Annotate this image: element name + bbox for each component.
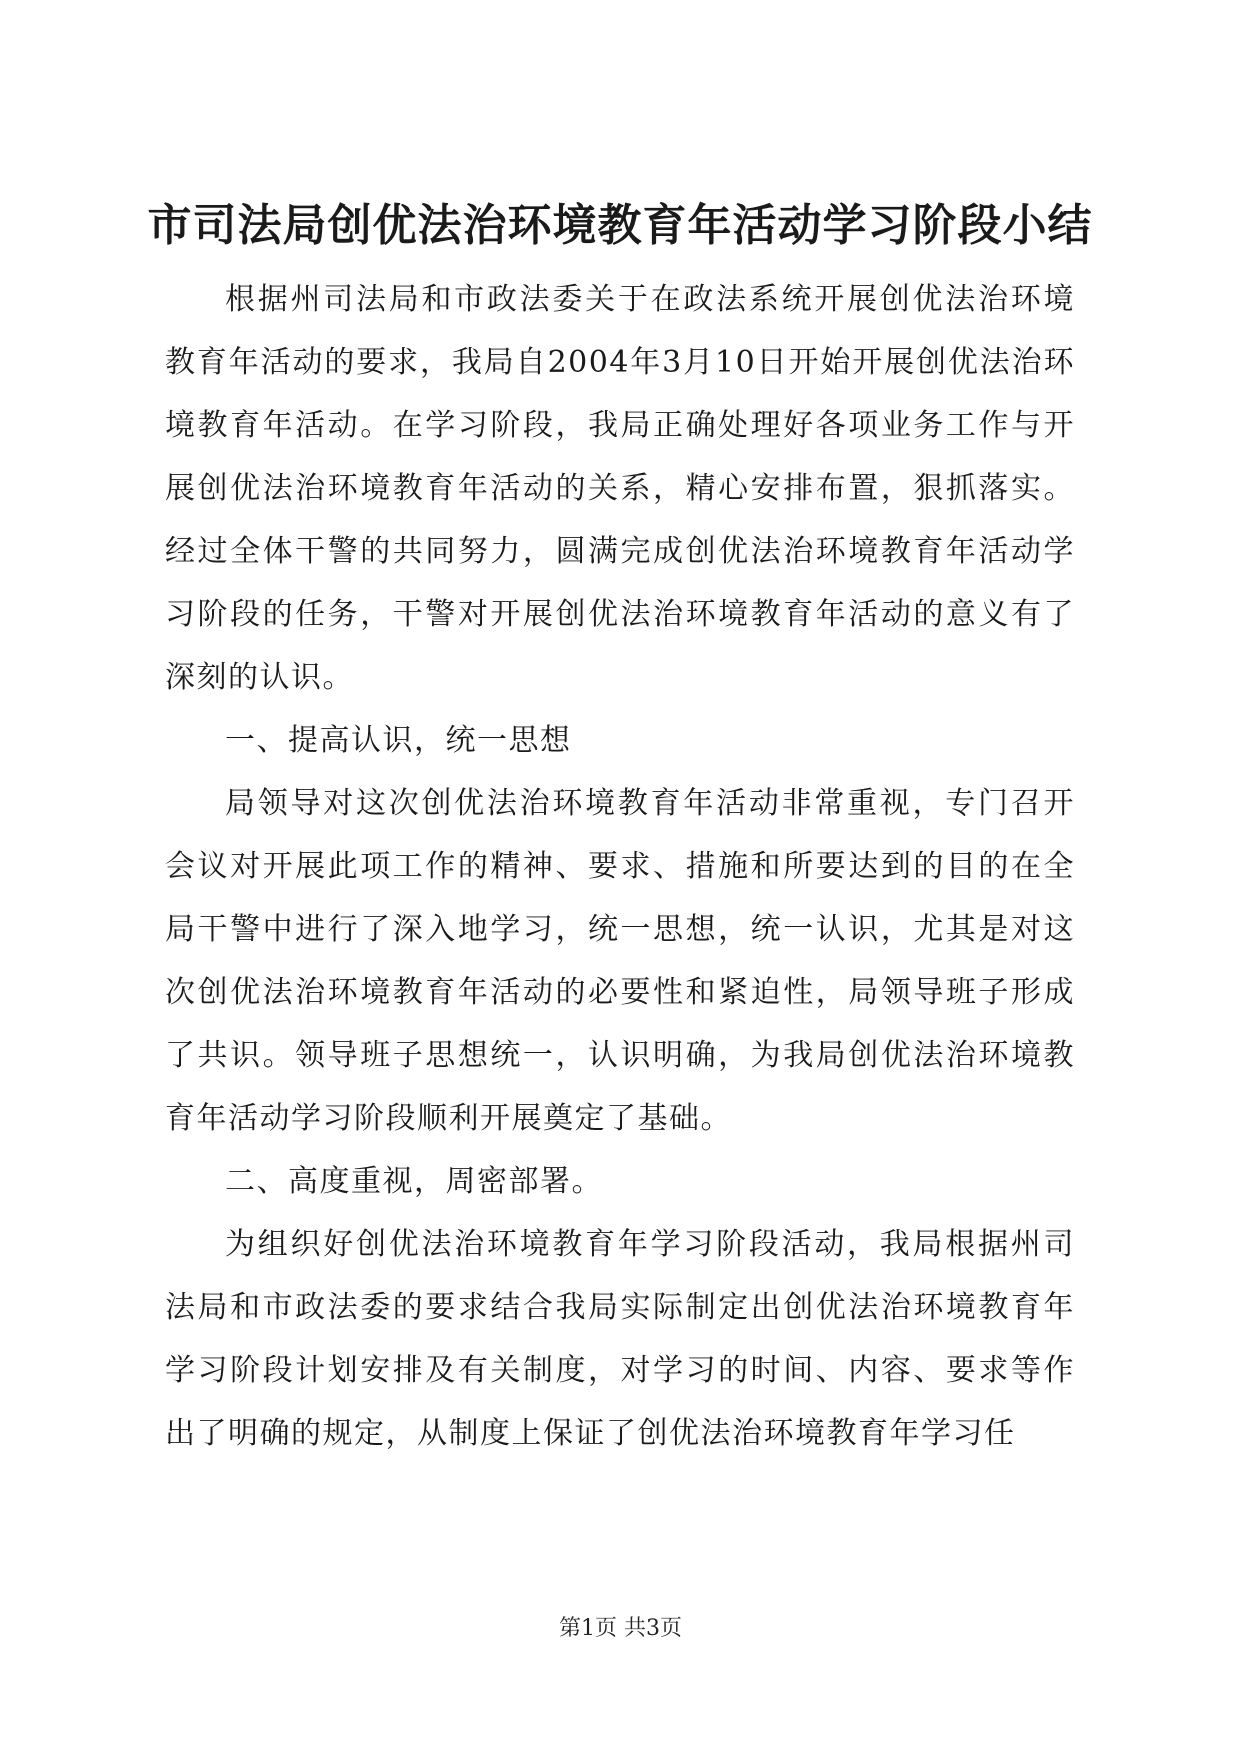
section-heading-2: 二、高度重视，周密部署。 (225, 1164, 603, 1199)
document-body (165, 268, 1075, 1465)
paragraph-section-2: 为组织好创优法治环境教育年学习阶段活动，我局根据州司法局和市政法委的要求结合我局实际制定出创优法治环境教育年学习阶段计划安排及有关制度，对学习的时间、内容、要求等作出了明确的规定，从制度上保证了创优法治环境教育年学习任 (165, 1227, 1075, 1451)
page-number-footer: 第1页 共3页 (559, 1616, 682, 1641)
page-title: 市司法局创优法治环境教育年活动学习阶段小结 (147, 200, 1093, 251)
paragraph-section-1: 局领导对这次创优法治环境教育年活动非常重视，专门召开会议对开展此项工作的精神、要求、措施和所要达到的目的在全局干警中进行了深入地学习，统一思想，统一认识，尤其是对这次创优法治环境教育年活动的必要性和紧迫性，局领导班子形成了共识。领导班子思想统一，认识明确，为我局创优法治环境教育年活动学习阶段顺利开展奠定了基础。 (165, 786, 1075, 1136)
section-heading-1: 一、提高认识，统一思想 (225, 723, 572, 758)
paragraph-intro: 根据州司法局和市政法委关于在政法系统开展创优法治环境教育年活动的要求，我局自2004年3月10日开始开展创优法治环境教育年活动。在学习阶段，我局正确处理好各项业务工作与开展创优法治环境教育年活动的关系，精心安排布置，狠抓落实。经过全体干警的共同努力，圆满完成创优法治环境教育年活动学习阶段的任务，干警对开展创优法治环境教育年活动的意义有了深刻的认识。 (165, 282, 1075, 695)
